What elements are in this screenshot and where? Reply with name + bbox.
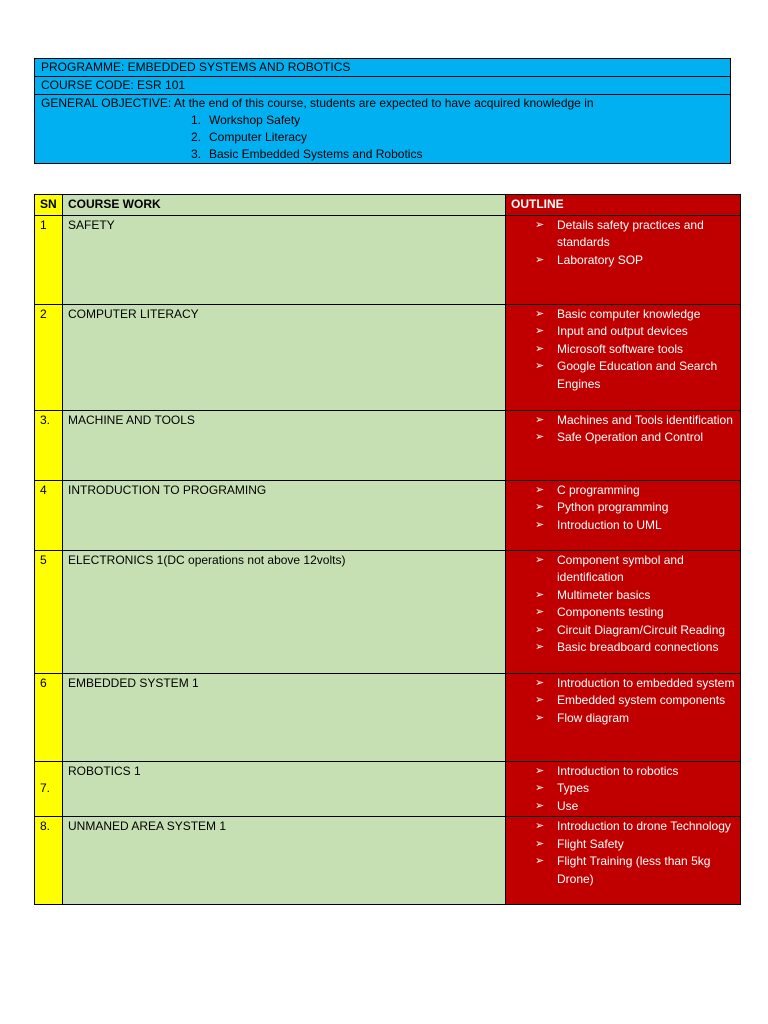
row-sn: 8. [35,817,63,905]
programme-header [34,58,731,164]
row-outline [506,673,741,761]
row-sn: 2 [35,304,63,410]
arrow-bullet-icon: ➢ [535,764,545,777]
general-objective [35,95,731,164]
outline-list [511,818,735,888]
table-row [35,480,741,550]
header-course-work: COURSE WORK [63,195,506,216]
outline-item [511,818,735,836]
header-sn: SN [35,195,63,216]
outline-item [511,517,735,535]
arrow-bullet-icon: ➢ [535,623,545,636]
arrow-bullet-icon: ➢ [535,855,545,867]
row-course-work: UNMANED AREA SYSTEM 1 [63,817,506,905]
outline-list [511,552,735,657]
outline-item-text: Laboratory SOP [557,252,644,267]
outline-item-text: Safe Operation and Control [557,430,704,444]
outline-item-text: Types [557,781,590,795]
outline-item [511,552,735,587]
table-row [35,304,741,410]
outline-item-text: Details safety practices and standards [557,217,704,249]
outline-item [511,412,735,430]
arrow-bullet-icon: ➢ [535,360,545,372]
arrow-bullet-icon: ➢ [535,431,545,443]
programme-title: PROGRAMME: EMBEDDED SYSTEMS AND ROBOTICS [35,59,731,77]
table-row [35,215,741,304]
arrow-bullet-icon: ➢ [535,518,545,531]
row-course-work: COMPUTER LITERACY [63,304,506,410]
arrow-bullet-icon: ➢ [535,588,545,601]
table-row [35,817,741,905]
outline-item [511,692,735,710]
outline-item-text: Python programming [557,500,669,514]
outline-item [511,341,735,359]
row-outline [506,480,741,550]
outline-item-text: Introduction to UML [557,517,662,532]
outline-item [511,358,735,393]
outline-item-text: Components testing [557,605,664,619]
table-header-row [35,195,741,216]
outline-item-text: Flight Safety [557,836,624,851]
outline-item-text: Introduction to drone Technology [557,819,731,833]
outline-item [511,675,735,693]
general-objective-text: GENERAL OBJECTIVE: At the end of this course, students are expected to have acquired knowledge in [41,96,594,110]
row-outline [506,410,741,480]
arrow-bullet-icon: ➢ [535,325,545,337]
outline-item [511,499,735,517]
outline-item [511,323,735,341]
outline-item [511,587,735,605]
objective-item: 1. Workshop Safety [191,113,301,127]
outline-item [511,639,735,657]
outline-item-text: Flight Training (less than 5kg Drone) [557,854,711,886]
table-row [35,550,741,673]
outline-item [511,710,735,728]
arrow-bullet-icon: ➢ [535,837,545,850]
outline-item-text: Input and output devices [557,324,688,338]
arrow-bullet-icon: ➢ [535,218,545,231]
outline-item [511,798,735,816]
arrow-bullet-icon: ➢ [535,501,545,513]
outline-item-text: Use [557,798,579,813]
course-table [34,194,741,905]
outline-item [511,780,735,798]
arrow-bullet-icon: ➢ [535,694,545,706]
row-sn: 4 [35,480,63,550]
row-course-work: ELECTRONICS 1(DC operations not above 12volts) [63,550,506,673]
arrow-bullet-icon: ➢ [535,553,545,566]
arrow-bullet-icon: ➢ [535,676,545,689]
table-row [35,410,741,480]
arrow-bullet-icon: ➢ [535,342,545,355]
header-outline: OUTLINE [506,195,741,216]
outline-item-text: Introduction to robotics [557,763,679,778]
row-course-work: MACHINE AND TOOLS [63,410,506,480]
objective-item: 2. Computer Literacy [191,130,308,144]
outline-list [511,482,735,535]
arrow-bullet-icon: ➢ [535,483,545,496]
outline-item [511,836,735,854]
course-code: COURSE CODE: ESR 101 [35,77,731,95]
outline-item [511,604,735,622]
outline-item-text: Google Education and Search Engines [557,359,718,391]
objective-item: 3. Basic Embedded Systems and Robotics [191,147,423,161]
outline-item [511,482,735,500]
row-course-work: INTRODUCTION TO PROGRAMING [63,480,506,550]
outline-item-text: Machines and Tools identification [557,412,733,427]
arrow-bullet-icon: ➢ [535,641,545,653]
arrow-bullet-icon: ➢ [535,782,545,794]
row-course-work: SAFETY [63,215,506,304]
row-course-work: ROBOTICS 1 [63,761,506,817]
table-row [35,673,741,761]
outline-item [511,306,735,324]
arrow-bullet-icon: ➢ [535,711,545,724]
outline-item-text: Multimeter basics [557,587,651,602]
outline-item-text: Circuit Diagram/Circuit Reading [557,622,726,637]
outline-item-text: Embedded system components [557,693,726,707]
row-outline [506,215,741,304]
objective-list [41,112,724,163]
row-outline [506,550,741,673]
row-outline [506,817,741,905]
outline-item-text: Flow diagram [557,710,630,725]
arrow-bullet-icon: ➢ [535,307,545,320]
outline-item-text: Introduction to embedded system [557,675,735,690]
row-sn: 7. [35,761,63,817]
outline-item-text: Basic breadboard connections [557,640,719,654]
outline-item-text: C programming [557,482,640,497]
arrow-bullet-icon: ➢ [535,606,545,618]
outline-item [511,252,735,270]
outline-item [511,853,735,888]
outline-item [511,622,735,640]
row-outline [506,761,741,817]
outline-list [511,217,735,270]
outline-list [511,306,735,394]
arrow-bullet-icon: ➢ [535,799,545,812]
outline-list [511,675,735,728]
row-sn: 5 [35,550,63,673]
row-course-work: EMBEDDED SYSTEM 1 [63,673,506,761]
outline-item-text: Microsoft software tools [557,341,684,356]
table-row [35,761,741,817]
row-sn: 6 [35,673,63,761]
row-outline [506,304,741,410]
outline-list [511,763,735,816]
arrow-bullet-icon: ➢ [535,253,545,266]
row-sn: 3. [35,410,63,480]
row-sn: 1 [35,215,63,304]
outline-item-text: Component symbol and identification [557,552,684,584]
outline-item [511,429,735,447]
arrow-bullet-icon: ➢ [535,820,545,832]
arrow-bullet-icon: ➢ [535,413,545,426]
outline-item [511,217,735,252]
outline-item-text: Basic computer knowledge [557,306,701,321]
outline-item [511,763,735,781]
outline-list [511,412,735,447]
